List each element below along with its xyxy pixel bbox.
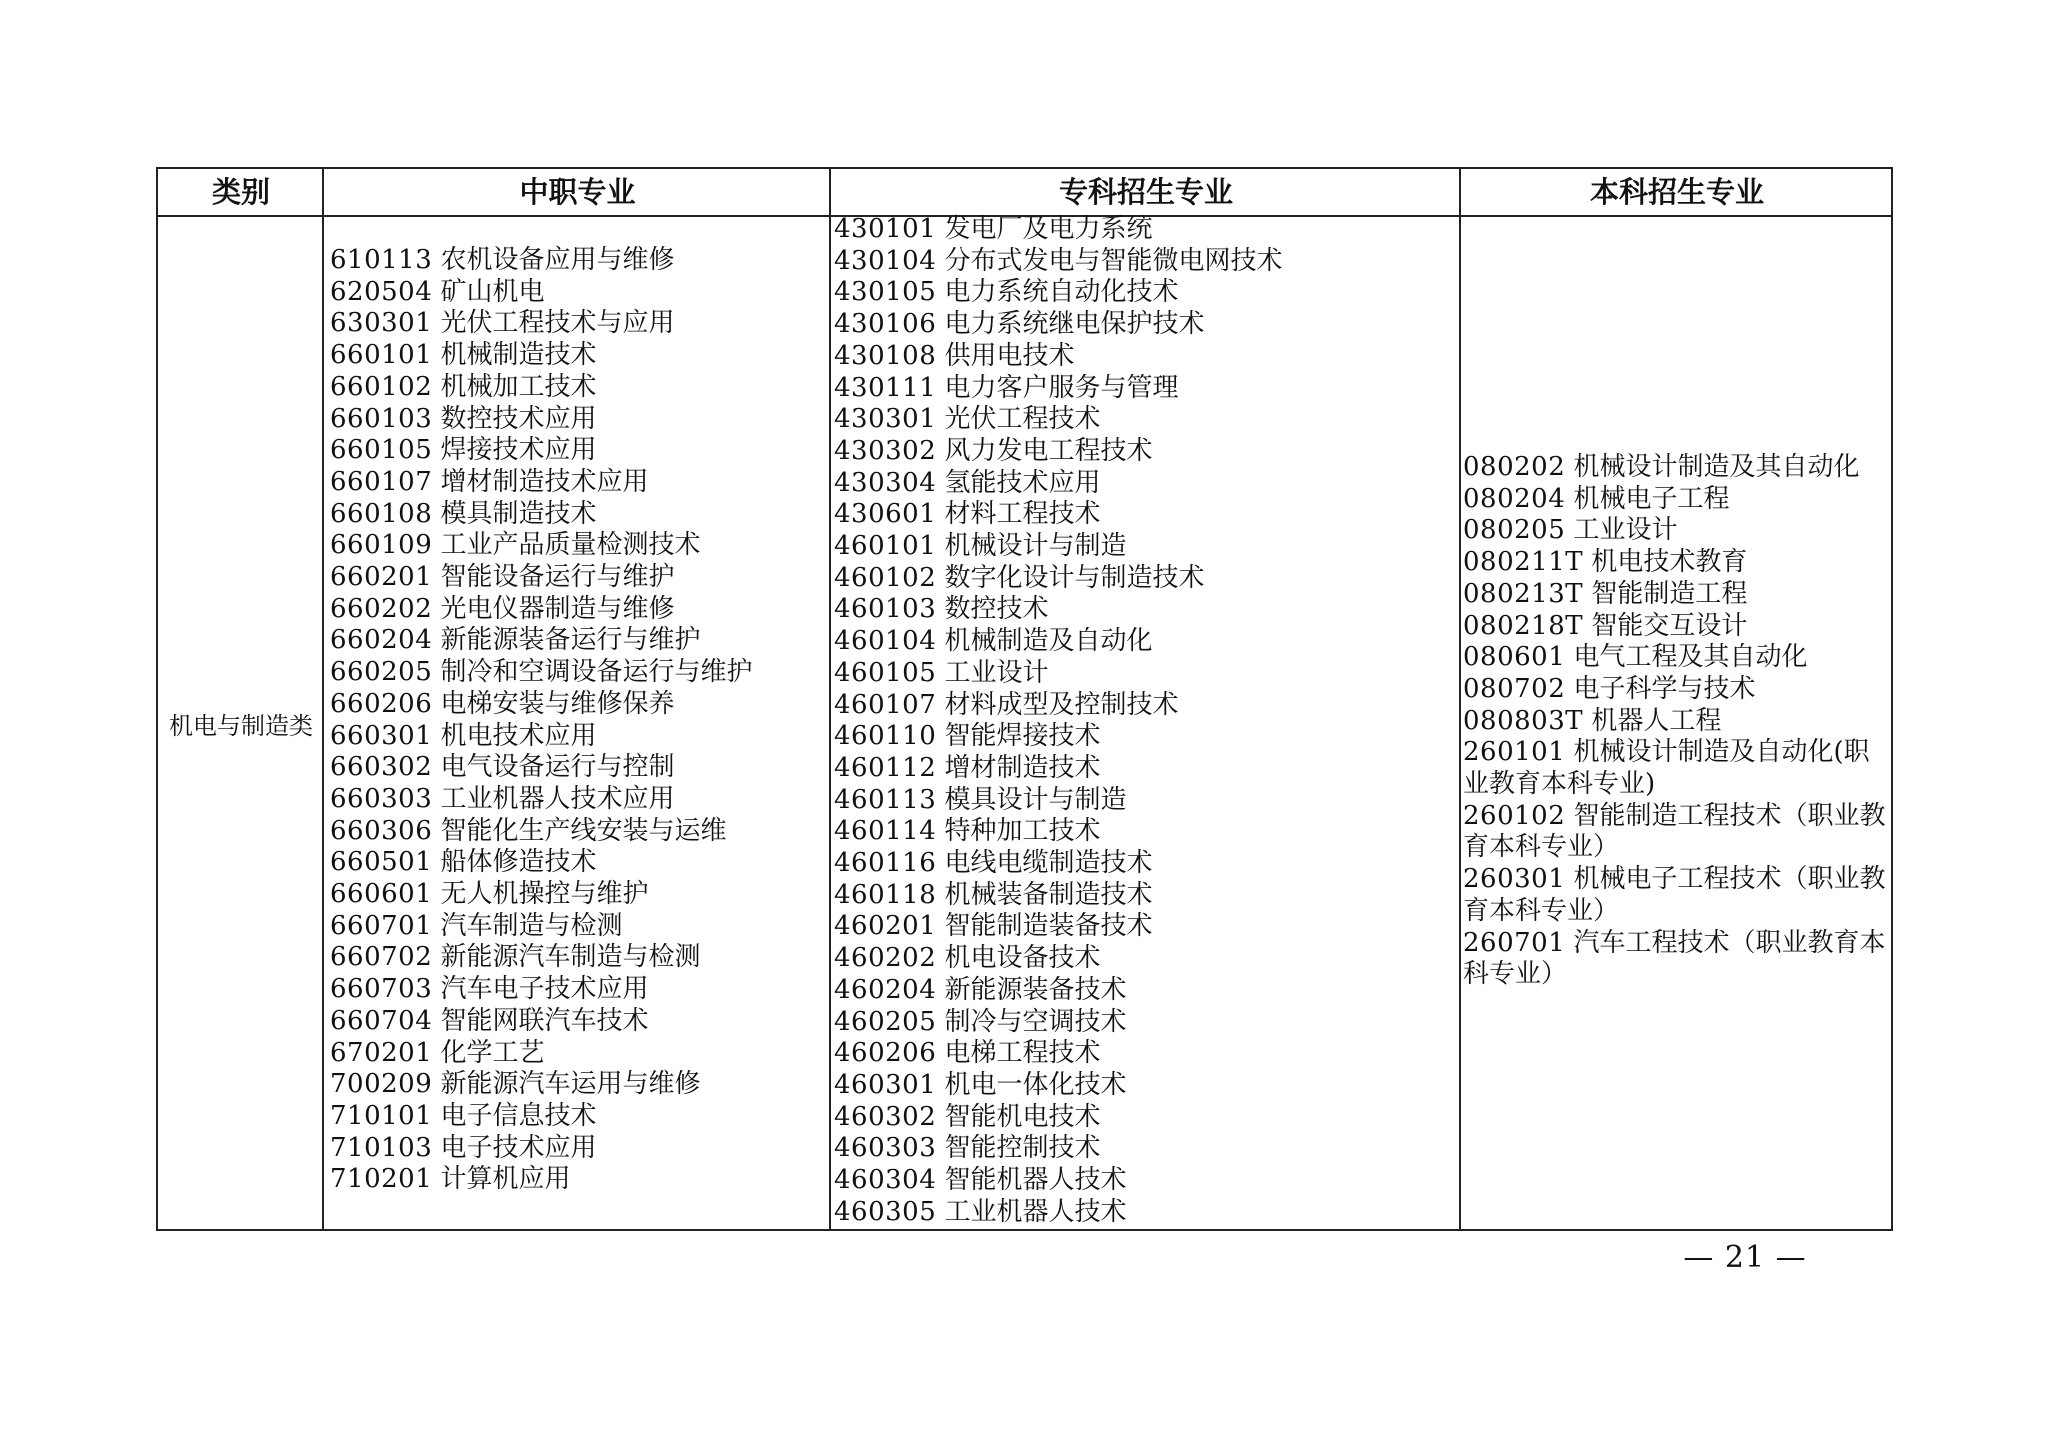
list-item: [834, 880, 1283, 912]
list-item: [834, 975, 1283, 1007]
major-name: 发电厂及电力系统: [944, 214, 1153, 244]
major-code: 430108: [834, 340, 937, 371]
major-code: 660601: [330, 879, 433, 910]
benke-list: [1463, 452, 1888, 991]
major-code: 080218T: [1463, 610, 1584, 641]
major-code: 660109: [330, 530, 433, 561]
major-name: 增材制造技术: [944, 752, 1101, 783]
list-item: [330, 467, 753, 499]
major-code: 430101: [834, 214, 937, 244]
list-item: [1463, 642, 1888, 674]
major-name: 机械制造技术: [440, 340, 597, 371]
list-item: [330, 435, 753, 467]
majors-table: [156, 167, 1893, 1231]
major-code: 620504: [330, 276, 433, 307]
major-name: 电子技术应用: [440, 1132, 597, 1163]
list-item: [834, 309, 1283, 341]
major-name: 新能源汽车运用与维修: [440, 1069, 701, 1100]
major-name: 智能交互设计: [1591, 610, 1748, 641]
list-item: [834, 1007, 1283, 1039]
major-name: 电梯安装与维修保养: [440, 688, 675, 719]
list-item: [330, 308, 753, 340]
major-code: 260701: [1463, 927, 1566, 958]
major-code: 260102: [1463, 800, 1566, 831]
major-code: 700209: [330, 1069, 433, 1100]
list-item: [834, 594, 1283, 626]
major-name: 农机设备应用与维修: [440, 245, 675, 275]
list-item: [834, 1165, 1283, 1197]
major-code: 430104: [834, 245, 937, 276]
zhongzhi-list: [330, 245, 753, 1196]
major-name: 电气工程及其自动化: [1573, 642, 1808, 673]
header-zhuanke: 专科招生专业: [1058, 175, 1233, 209]
list-item: [330, 816, 753, 848]
major-code: 460204: [834, 974, 937, 1005]
major-name: 机械设计与制造: [944, 531, 1127, 562]
major-name: 智能机电技术: [944, 1101, 1101, 1132]
major-code: 430106: [834, 309, 937, 340]
major-code: 630301: [330, 308, 433, 339]
list-item: [330, 372, 753, 404]
major-code: 080204: [1463, 483, 1566, 514]
major-code: 670201: [330, 1037, 433, 1068]
major-name: 智能网联汽车技术: [440, 1005, 649, 1036]
list-item: [330, 245, 753, 277]
category-cell: 机电与制造类: [169, 711, 313, 740]
major-name: 机电设备技术: [944, 943, 1101, 974]
major-name: 模具制造技术: [440, 498, 597, 529]
major-name: 分布式发电与智能微电网技术: [944, 245, 1283, 276]
major-name: 风力发电工程技术: [944, 435, 1153, 466]
major-code: 460201: [834, 911, 937, 942]
major-code: 460101: [834, 531, 937, 562]
zhuanke-list: [834, 214, 1283, 1229]
major-name: 机械制造及自动化: [944, 626, 1153, 657]
major-name: 电梯工程技术: [944, 1038, 1101, 1069]
list-item: [834, 721, 1283, 753]
major-code: 260101: [1463, 737, 1566, 768]
major-code: 080702: [1463, 673, 1566, 704]
major-name: 模具设计与制造: [944, 784, 1127, 815]
major-name: 汽车电子技术应用: [440, 974, 649, 1005]
list-item: [1463, 579, 1888, 611]
major-code: 710101: [330, 1100, 433, 1131]
major-code: 080205: [1463, 515, 1566, 546]
major-code: 430105: [834, 277, 937, 308]
list-item: [330, 721, 753, 753]
major-name: 制冷与空调技术: [944, 1006, 1127, 1037]
major-name: 化学工艺: [440, 1037, 545, 1068]
major-code: 460302: [834, 1101, 937, 1132]
list-item: [330, 1101, 753, 1133]
major-code: 660205: [330, 657, 433, 688]
major-code: 660101: [330, 340, 433, 371]
list-item: [1463, 706, 1888, 738]
major-name: 智能机器人技术: [944, 1165, 1127, 1196]
list-item: [330, 340, 753, 372]
major-code: 460112: [834, 752, 937, 783]
major-name: 制冷和空调设备运行与维护: [440, 657, 753, 688]
list-item: [834, 1197, 1283, 1229]
major-name: 计算机应用: [440, 1164, 571, 1195]
list-item: [834, 911, 1283, 943]
list-item: [834, 404, 1283, 436]
major-name: 智能制造装备技术: [944, 911, 1153, 942]
list-item: [834, 848, 1283, 880]
major-name: 机械设计制造及其自动化: [1573, 452, 1860, 482]
major-name: 新能源装备技术: [944, 974, 1127, 1005]
list-item: [834, 658, 1283, 690]
list-item: [330, 752, 753, 784]
list-item: [1463, 611, 1888, 643]
list-item: [834, 753, 1283, 785]
major-code: 460103: [834, 594, 937, 625]
major-name: 新能源汽车制造与检测: [440, 942, 701, 973]
list-item: [834, 1102, 1283, 1134]
list-item: [834, 499, 1283, 531]
major-name: 工业机器人技术应用: [440, 783, 675, 814]
major-name: 机电技术教育: [1591, 547, 1748, 578]
major-name: 机械加工技术: [440, 371, 597, 402]
major-name: 材料成型及控制技术: [944, 689, 1179, 720]
major-name: 汽车制造与检测: [440, 910, 623, 941]
major-name: 电力客户服务与管理: [944, 372, 1179, 403]
major-name: 机械电子工程: [1573, 483, 1730, 514]
major-name: 机器人工程: [1591, 705, 1722, 736]
list-item: [1463, 452, 1888, 484]
major-name: 电子信息技术: [440, 1100, 597, 1131]
list-item: [330, 784, 753, 816]
list-item: [330, 1038, 753, 1070]
major-name: 机电一体化技术: [944, 1069, 1127, 1100]
list-item: [834, 690, 1283, 722]
list-item: [1463, 547, 1888, 579]
major-name: 光伏工程技术: [944, 404, 1101, 435]
major-code: 660501: [330, 847, 433, 878]
list-item: [330, 911, 753, 943]
major-code: 660303: [330, 783, 433, 814]
major-code: 080211T: [1463, 547, 1584, 578]
list-item: [834, 1038, 1283, 1070]
major-name: 智能焊接技术: [944, 721, 1101, 752]
major-name: 无人机操控与维护: [440, 879, 649, 910]
major-code: 660703: [330, 974, 433, 1005]
list-item: [1463, 484, 1888, 516]
major-name: 智能控制技术: [944, 1133, 1101, 1164]
major-code: 660206: [330, 688, 433, 719]
major-code: 460107: [834, 689, 937, 720]
list-item: [330, 974, 753, 1006]
list-item: [834, 816, 1283, 848]
list-item: [834, 785, 1283, 817]
major-name: 矿山机电: [440, 276, 545, 307]
list-item: [330, 625, 753, 657]
major-code: 660107: [330, 466, 433, 497]
list-item: [834, 468, 1283, 500]
major-name: 机械电子工程技术（职业教育本科专业）: [1463, 864, 1886, 926]
list-item: [1463, 515, 1888, 547]
list-item: [330, 594, 753, 626]
list-item: [1463, 928, 1888, 991]
major-code: 460116: [834, 848, 937, 879]
major-code: 660108: [330, 498, 433, 529]
major-name: 机电技术应用: [440, 720, 597, 751]
major-code: 430301: [834, 404, 937, 435]
list-item: [330, 1133, 753, 1165]
list-item: [330, 847, 753, 879]
list-item: [330, 499, 753, 531]
major-code: 460205: [834, 1006, 937, 1037]
list-item: [834, 341, 1283, 373]
major-code: 660204: [330, 625, 433, 656]
major-name: 数控技术: [944, 594, 1049, 625]
header-benke: 本科招生专业: [1589, 175, 1764, 209]
list-item: [1463, 737, 1888, 800]
major-name: 电力系统继电保护技术: [944, 309, 1205, 340]
major-name: 特种加工技术: [944, 816, 1101, 847]
major-code: 080601: [1463, 642, 1566, 673]
major-code: 260301: [1463, 864, 1566, 895]
major-code: 660201: [330, 562, 433, 593]
column-divider: [1459, 169, 1461, 1229]
list-item: [330, 530, 753, 562]
list-item: [330, 657, 753, 689]
major-name: 船体修造技术: [440, 847, 597, 878]
major-code: 460301: [834, 1069, 937, 1100]
major-name: 智能制造工程技术（职业教育本科专业）: [1463, 800, 1886, 863]
list-item: [1463, 674, 1888, 706]
list-item: [834, 626, 1283, 658]
major-name: 光电仪器制造与维修: [440, 593, 675, 624]
major-code: 660102: [330, 371, 433, 402]
major-code: 660701: [330, 910, 433, 941]
major-code: 460113: [834, 784, 937, 815]
list-item: [834, 373, 1283, 405]
major-code: 660105: [330, 435, 433, 466]
list-item: [1463, 801, 1888, 864]
list-item: [834, 563, 1283, 595]
page-number: — 21 —: [1683, 1240, 1807, 1275]
list-item: [330, 277, 753, 309]
major-code: 660103: [330, 403, 433, 434]
major-code: 430601: [834, 499, 937, 530]
header-zhongzhi: 中职专业: [519, 175, 636, 209]
list-item: [330, 689, 753, 721]
major-code: 460202: [834, 943, 937, 974]
major-code: 460105: [834, 657, 937, 688]
major-name: 数字化设计与制造技术: [944, 562, 1205, 593]
major-code: 430111: [834, 372, 937, 403]
list-item: [834, 277, 1283, 309]
list-item: [834, 1070, 1283, 1102]
major-name: 机械装备制造技术: [944, 879, 1153, 910]
major-code: 080803T: [1463, 705, 1584, 736]
major-name: 电气设备运行与控制: [440, 752, 675, 783]
major-code: 430304: [834, 467, 937, 498]
major-name: 增材制造技术应用: [440, 466, 649, 497]
major-code: 430302: [834, 435, 937, 466]
major-name: 焊接技术应用: [440, 435, 597, 466]
major-name: 智能制造工程: [1591, 578, 1748, 609]
list-item: [330, 1006, 753, 1038]
major-code: 660202: [330, 593, 433, 624]
major-name: 电子科学与技术: [1573, 673, 1756, 704]
major-code: 460110: [834, 721, 937, 752]
major-code: 660302: [330, 752, 433, 783]
major-code: 080202: [1463, 452, 1566, 482]
major-code: 460303: [834, 1133, 937, 1164]
major-name: 智能化生产线安装与运维: [440, 815, 727, 846]
major-code: 080213T: [1463, 578, 1584, 609]
major-code: 660704: [330, 1005, 433, 1036]
header-category: 类别: [211, 175, 270, 209]
major-code: 460102: [834, 562, 937, 593]
list-item: [330, 1069, 753, 1101]
major-code: 460114: [834, 816, 937, 847]
major-name: 电力系统自动化技术: [944, 277, 1179, 308]
major-code: 460118: [834, 879, 937, 910]
major-name: 光伏工程技术与应用: [440, 308, 675, 339]
list-item: [834, 531, 1283, 563]
major-name: 工业机器人技术: [944, 1196, 1127, 1227]
major-code: 460206: [834, 1038, 937, 1069]
major-code: 710103: [330, 1132, 433, 1163]
major-code: 660306: [330, 815, 433, 846]
major-name: 智能设备运行与维护: [440, 562, 675, 593]
list-item: [330, 942, 753, 974]
major-code: 460104: [834, 626, 937, 657]
major-name: 工业设计: [944, 657, 1049, 688]
major-code: 710201: [330, 1164, 433, 1195]
list-item: [330, 879, 753, 911]
major-name: 机械设计制造及自动化(职业教育本科专业): [1463, 737, 1870, 800]
major-code: 460305: [834, 1196, 937, 1227]
major-code: 460304: [834, 1165, 937, 1196]
column-divider: [829, 169, 831, 1229]
list-item: [834, 943, 1283, 975]
list-item: [1463, 864, 1888, 927]
major-name: 工业产品质量检测技术: [440, 530, 701, 561]
major-code: 660301: [330, 720, 433, 751]
major-name: 工业设计: [1573, 515, 1678, 546]
major-code: 660702: [330, 942, 433, 973]
major-name: 汽车工程技术（职业教育本科专业）: [1463, 927, 1886, 990]
major-name: 数控技术应用: [440, 403, 597, 434]
list-item: [330, 404, 753, 436]
list-item: [834, 1133, 1283, 1165]
major-name: 新能源装备运行与维护: [440, 625, 701, 656]
major-name: 氢能技术应用: [944, 467, 1101, 498]
major-name: 电线电缆制造技术: [944, 848, 1153, 879]
major-code: 610113: [330, 245, 433, 275]
list-item: [834, 214, 1283, 246]
list-item: [834, 436, 1283, 468]
list-item: [330, 1164, 753, 1196]
list-item: [330, 562, 753, 594]
list-item: [834, 246, 1283, 278]
major-name: 供用电技术: [944, 340, 1075, 371]
major-name: 材料工程技术: [944, 499, 1101, 530]
